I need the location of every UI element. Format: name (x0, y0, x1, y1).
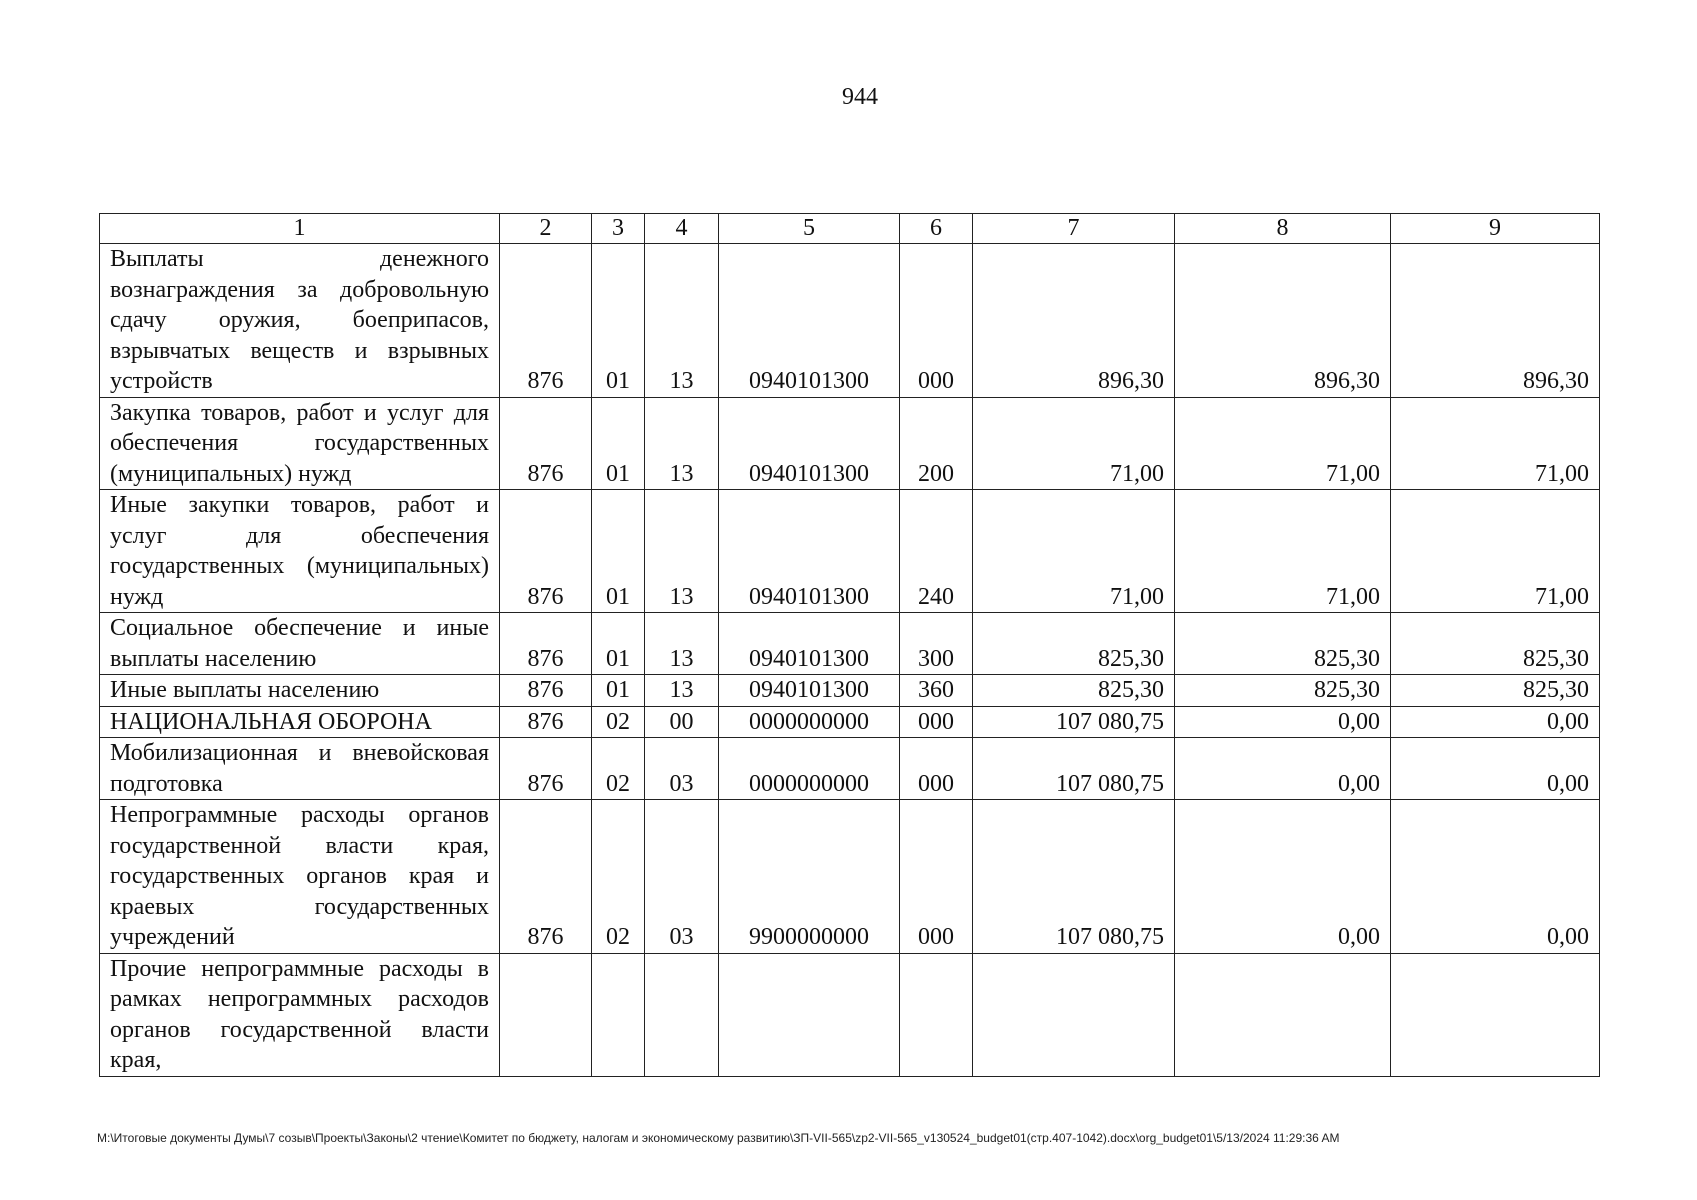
table-row (100, 706, 1600, 738)
cell-amount-col8: 71,00 (1175, 397, 1391, 490)
cell-expense-type: 000 (900, 706, 973, 738)
table-row (100, 613, 1600, 675)
cell-expense-type: 240 (900, 490, 973, 613)
row-name: Непрограммные расходы органов государственной власти края, государственных органов края и краевых государственных учреждений (100, 800, 500, 954)
cell-amount-col8: 825,30 (1175, 675, 1391, 707)
cell-target-article: 0940101300 (719, 244, 900, 398)
cell-grbs: 876 (500, 490, 592, 613)
cell-expense-type: 360 (900, 675, 973, 707)
cell-target-article: 0000000000 (719, 738, 900, 800)
cell-amount-col9: 825,30 (1391, 613, 1600, 675)
cell-grbs: 876 (500, 397, 592, 490)
table-header-row (100, 214, 1600, 244)
table-row (100, 675, 1600, 707)
cell-target-article: 0940101300 (719, 675, 900, 707)
column-header: 3 (592, 214, 645, 244)
cell-subsection: 13 (645, 244, 719, 398)
cell-target-article: 0940101300 (719, 397, 900, 490)
row-name: НАЦИОНАЛЬНАЯ ОБОРОНА (100, 706, 500, 738)
cell-subsection: 13 (645, 613, 719, 675)
cell-grbs (500, 953, 592, 1076)
document-path-footer: M:\Итоговые документы Думы\7 созыв\Проекты\Законы\2 чтение\Комитет по бюджету, налогам и экономическому развитию\ЗП-VII-565\zp2-VII-565_v130524_budget01(стр.407-1042).docx\org_budget01\5/13/2024 11:29:36 AM (97, 1131, 1340, 1145)
table-row (100, 953, 1600, 1076)
cell-section (592, 953, 645, 1076)
cell-amount-col8 (1175, 953, 1391, 1076)
table-row (100, 244, 1600, 398)
cell-amount-col7: 107 080,75 (973, 738, 1175, 800)
cell-amount-col8: 0,00 (1175, 706, 1391, 738)
cell-subsection: 00 (645, 706, 719, 738)
column-header: 7 (973, 214, 1175, 244)
cell-target-article: 9900000000 (719, 800, 900, 954)
cell-expense-type (900, 953, 973, 1076)
cell-amount-col8: 896,30 (1175, 244, 1391, 398)
cell-amount-col8: 71,00 (1175, 490, 1391, 613)
table-row (100, 800, 1600, 954)
cell-grbs: 876 (500, 800, 592, 954)
cell-section: 01 (592, 490, 645, 613)
row-name: Прочие непрограммные расходы в рамках непрограммных расходов органов государственной власти края, (100, 953, 500, 1076)
cell-target-article: 0000000000 (719, 706, 900, 738)
cell-expense-type: 000 (900, 244, 973, 398)
cell-target-article: 0940101300 (719, 613, 900, 675)
cell-amount-col7: 71,00 (973, 397, 1175, 490)
cell-amount-col9: 896,30 (1391, 244, 1600, 398)
column-header: 8 (1175, 214, 1391, 244)
cell-amount-col7: 896,30 (973, 244, 1175, 398)
cell-grbs: 876 (500, 706, 592, 738)
cell-amount-col7: 71,00 (973, 490, 1175, 613)
cell-expense-type: 200 (900, 397, 973, 490)
cell-amount-col7: 107 080,75 (973, 800, 1175, 954)
cell-section: 02 (592, 738, 645, 800)
cell-amount-col9: 71,00 (1391, 490, 1600, 613)
cell-amount-col9 (1391, 953, 1600, 1076)
cell-amount-col9: 0,00 (1391, 706, 1600, 738)
cell-amount-col7 (973, 953, 1175, 1076)
cell-amount-col9: 0,00 (1391, 738, 1600, 800)
cell-amount-col9: 0,00 (1391, 800, 1600, 954)
cell-amount-col7: 825,30 (973, 675, 1175, 707)
cell-grbs: 876 (500, 244, 592, 398)
cell-section: 02 (592, 706, 645, 738)
cell-amount-col7: 825,30 (973, 613, 1175, 675)
cell-section: 01 (592, 244, 645, 398)
cell-section: 01 (592, 397, 645, 490)
cell-amount-col8: 0,00 (1175, 800, 1391, 954)
column-header: 2 (500, 214, 592, 244)
row-name: Закупка товаров, работ и услуг для обеспечения государственных (муниципальных) нужд (100, 397, 500, 490)
cell-amount-col7: 107 080,75 (973, 706, 1175, 738)
cell-expense-type: 000 (900, 738, 973, 800)
column-header: 6 (900, 214, 973, 244)
cell-subsection: 03 (645, 800, 719, 954)
column-header: 9 (1391, 214, 1600, 244)
cell-expense-type: 000 (900, 800, 973, 954)
cell-grbs: 876 (500, 738, 592, 800)
column-header: 1 (100, 214, 500, 244)
row-name: Иные закупки товаров, работ и услуг для обеспечения государственных (муниципальных) нужд (100, 490, 500, 613)
cell-subsection (645, 953, 719, 1076)
cell-subsection: 13 (645, 490, 719, 613)
cell-target-article (719, 953, 900, 1076)
cell-grbs: 876 (500, 613, 592, 675)
cell-grbs: 876 (500, 675, 592, 707)
column-header: 4 (645, 214, 719, 244)
budget-table (99, 213, 1600, 1077)
row-name: Социальное обеспечение и иные выплаты населению (100, 613, 500, 675)
page-number: 944 (842, 84, 878, 110)
cell-subsection: 13 (645, 675, 719, 707)
cell-section: 01 (592, 675, 645, 707)
row-name: Выплаты денежного вознаграждения за добровольную сдачу оружия, боеприпасов, взрывчатых веществ и взрывных устройств (100, 244, 500, 398)
cell-section: 02 (592, 800, 645, 954)
cell-section: 01 (592, 613, 645, 675)
cell-subsection: 03 (645, 738, 719, 800)
cell-amount-col9: 71,00 (1391, 397, 1600, 490)
cell-amount-col8: 0,00 (1175, 738, 1391, 800)
row-name: Мобилизационная и вневойсковая подготовка (100, 738, 500, 800)
table-row (100, 490, 1600, 613)
table-row (100, 397, 1600, 490)
table-row (100, 738, 1600, 800)
cell-amount-col8: 825,30 (1175, 613, 1391, 675)
cell-expense-type: 300 (900, 613, 973, 675)
cell-target-article: 0940101300 (719, 490, 900, 613)
cell-amount-col9: 825,30 (1391, 675, 1600, 707)
column-header: 5 (719, 214, 900, 244)
cell-subsection: 13 (645, 397, 719, 490)
row-name: Иные выплаты населению (100, 675, 500, 707)
